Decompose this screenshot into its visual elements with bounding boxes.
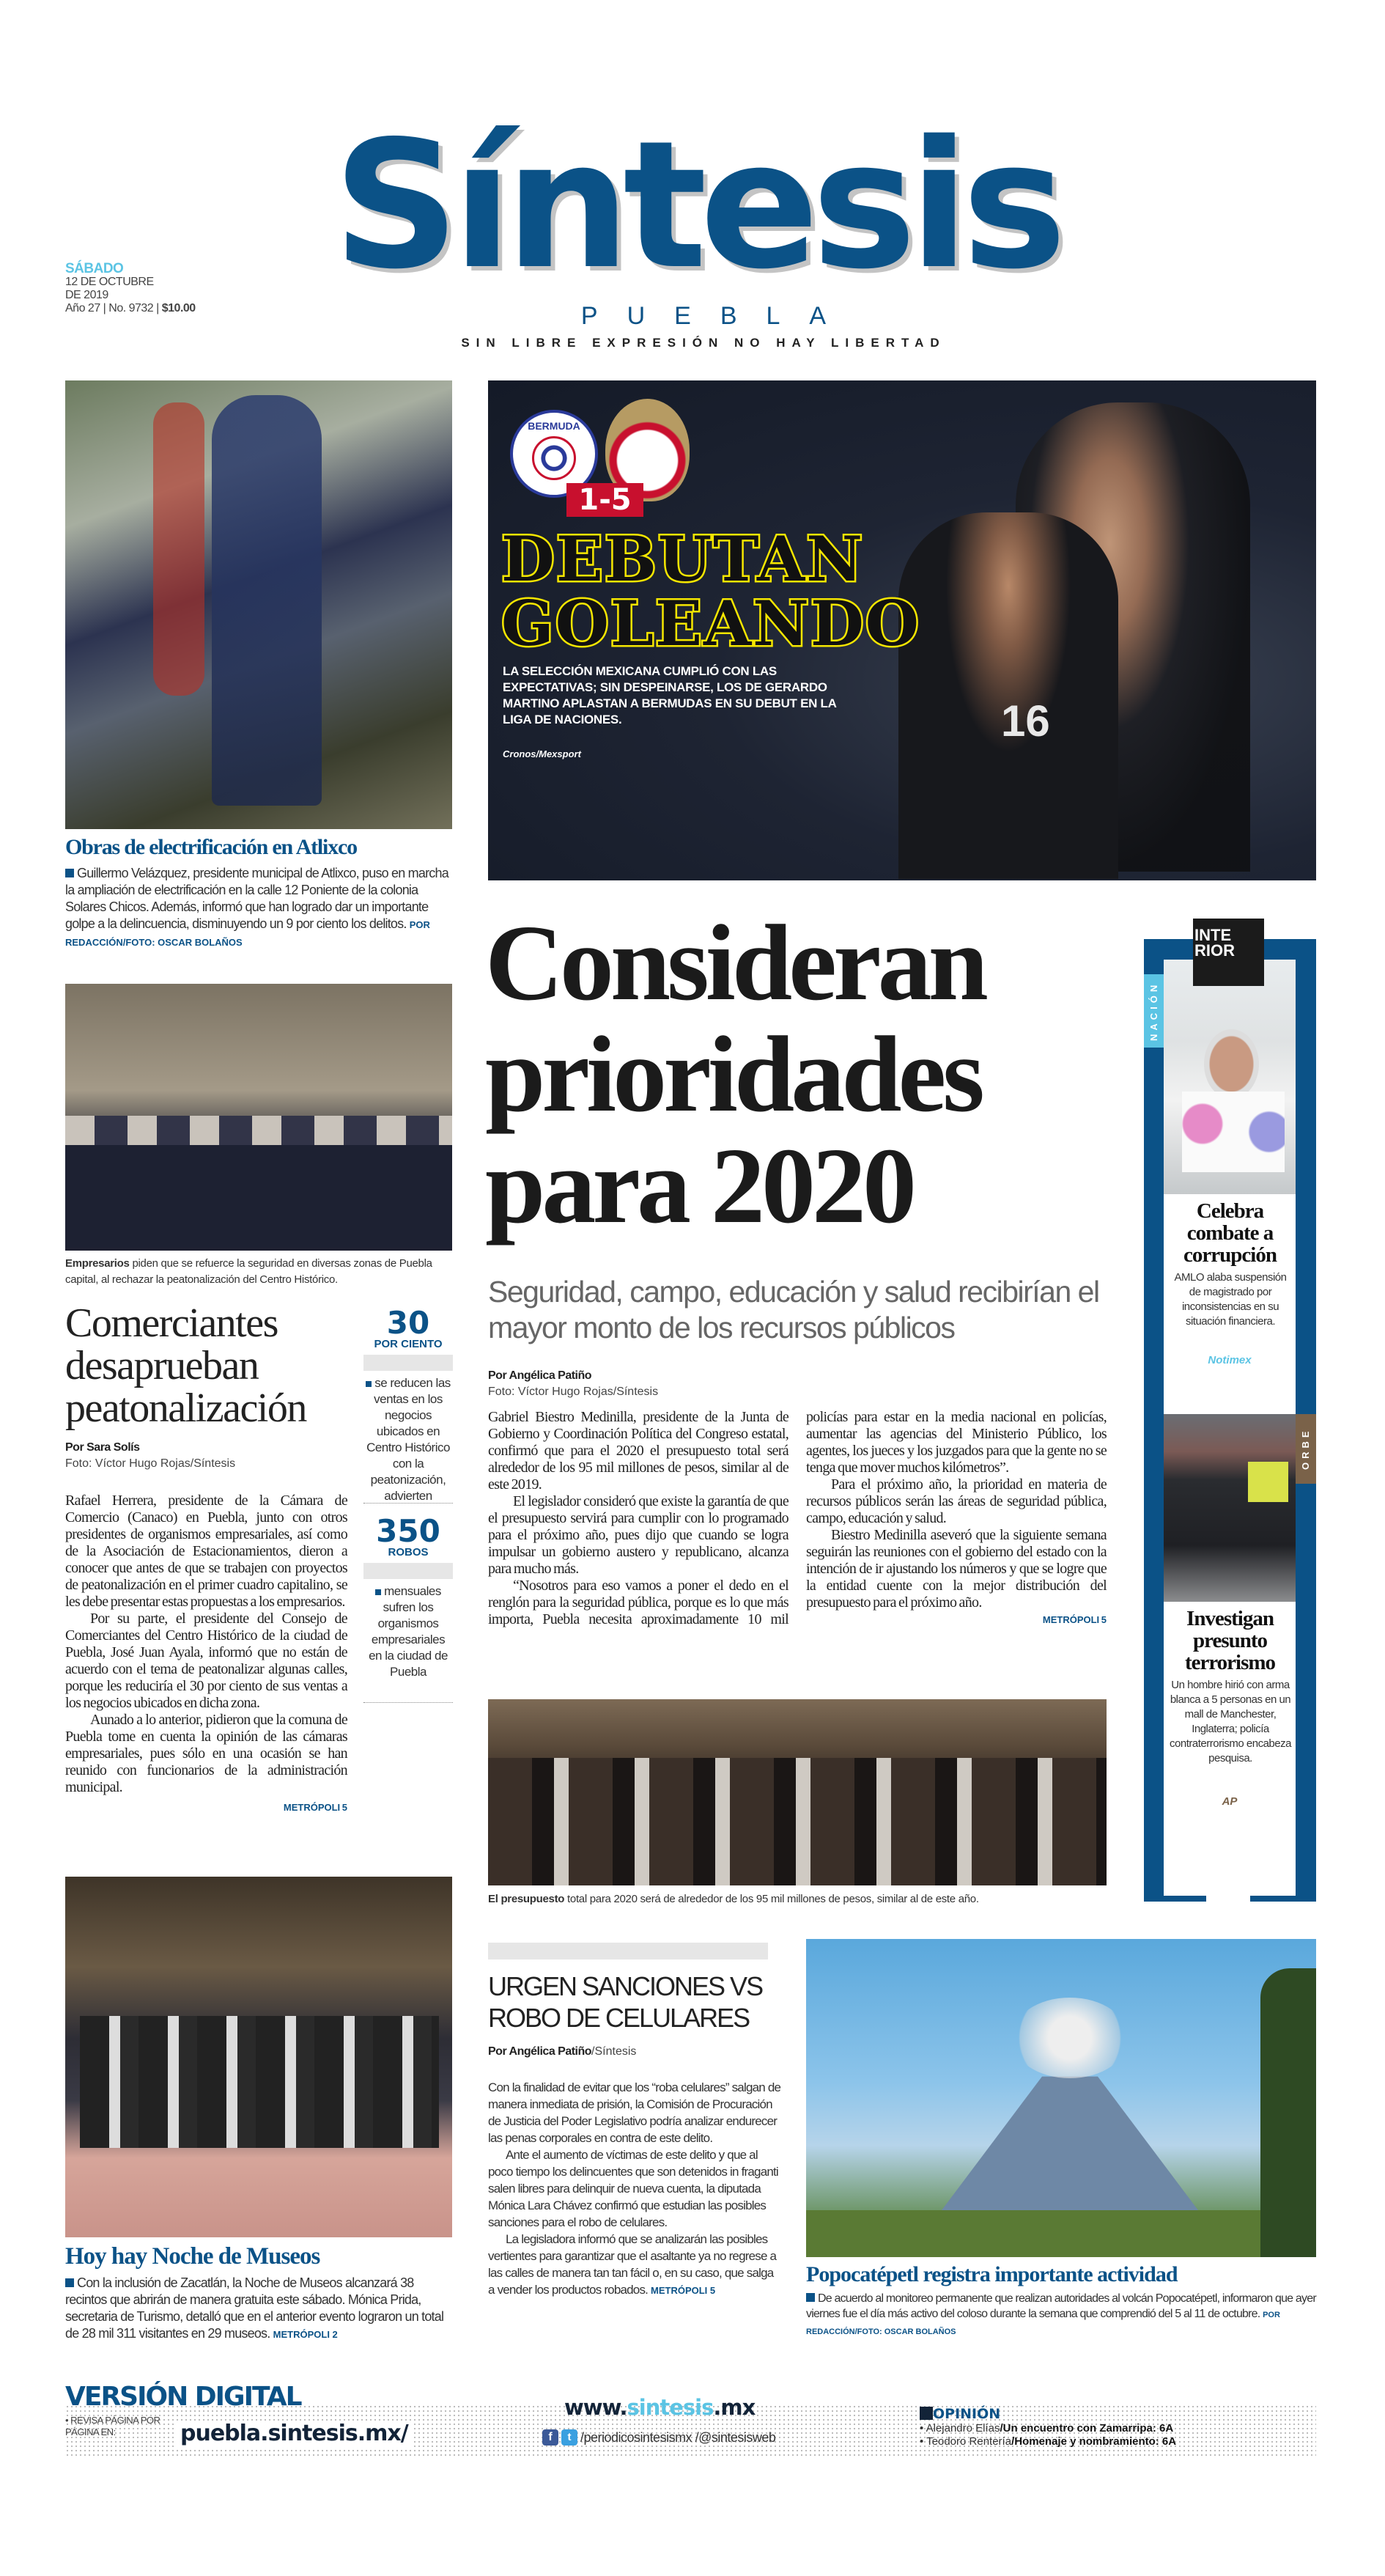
social-links[interactable] — [542, 2429, 775, 2446]
opinion-title-text: /Un encuentro con Zamarripa: 6A — [1000, 2422, 1174, 2435]
orbe-credit: AP — [1222, 1795, 1238, 1808]
stat-box-2 — [363, 1503, 453, 1703]
paragraph: La legisladora informó que se analizarán las posibles vertientes para garantizar que el asaltante ya no regrese a las calles de manera tan tan fácil o, en su caso, que salga a vender los productos robados. — [488, 2232, 777, 2297]
opinion-title-text: /Homenaje y nombramiento: 6A — [1011, 2435, 1177, 2448]
tagline: SIN LIBRE EXPRESIÓN NO HAY LIBERTAD — [461, 336, 946, 350]
bullet-square-icon — [65, 869, 74, 877]
section-divider — [488, 1943, 768, 1959]
nacion-tab[interactable]: NACIÓN — [1144, 974, 1164, 1048]
photo-credit: Foto: Víctor Hugo Rojas/Síntesis — [488, 1385, 659, 1398]
paragraph: El legislador consideró que existe la garantía de que el presupuesto servirá para cumplir con lo programado para el próximo año, pues dijo que cuando se logra impulsar un gobierno austero y republicano, alcanza para mucho más. — [488, 1493, 788, 1577]
atlixco-headline[interactable]: Obras de electrificación en Atlixco — [65, 835, 357, 859]
atlixco-text: Guillermo Velázquez, presidente municipal de Atlixco, puso en marcha la ampliación de electrificación en la calle 12 Poniente de la colonia Solares Chicos. Además, informó que han logrado dar un importante golpe a la delincuencia, disminuyendo un 9 por ciento los delitos. — [65, 866, 448, 931]
web-suffix: .mx — [713, 2395, 756, 2420]
score-badge: 1-5 — [566, 483, 643, 517]
popocatepetl-summary — [806, 2291, 1319, 2340]
masthead — [0, 103, 1385, 359]
paragraph: Aunado a lo anterior, pidieron que la comuna de Puebla tome en cuenta la opinión de las cámaras empresariales, pues sólo en una ocasión se han reunido con funcionarios de la administración municipal. — [65, 1712, 347, 1795]
orbe-headline[interactable]: Investigan presunto terrorismo — [1184, 1607, 1276, 1674]
social-handles: /periodicosintesismx /@sintesisweb — [580, 2429, 776, 2445]
hero-credit: Cronos/Mexsport — [503, 748, 581, 759]
digital-hint: • REVISA PÁGINA POR PÁGINA EN: — [65, 2415, 160, 2437]
interior-label — [1193, 919, 1264, 986]
digital-title: VERSIÓN DIGITAL — [65, 2382, 301, 2412]
comerciantes-byline — [65, 1440, 235, 1472]
main-byline — [488, 1368, 658, 1400]
main-body — [488, 1409, 1107, 1628]
caption-bold: Empresarios — [65, 1257, 130, 1270]
paragraph: “Nosotros para eso vamos a poner el dedo en el renglón para la seguridad pública, porque es lo que más importa, Puebla necesita aproximadamente 10 mil policías para estar en la media nacional en policías, aumentar las agencias del Ministerio Público, los agentes, los jueces y los juzgados para que la gente no se tenga que mover muchos kilómetros”. — [488, 1409, 1107, 1627]
hero-headline-line1: DEBUTAN — [501, 523, 864, 595]
popocatepetl-text: De acuerdo al monitoreo permanente que realizan autoridades al volcán Popocatépetl, informaron que ayer viernes fue el día más activo del coloso durante la semana que comprendió del 5 al 11 de octubre. — [806, 2292, 1316, 2320]
date-block — [65, 262, 196, 315]
museos-summary — [65, 2275, 454, 2343]
nacion-headline[interactable]: Celebra combate a corrupción — [1183, 1199, 1277, 1267]
paragraph: Gabriel Biestro Medinilla, presidente de la Junta de Gobierno y Coordinación Política del Congreso estatal, confirmó que para el 2020 el presupuesto total será alrededor de los 95 mil millones de pesos, similar al de este 2019. — [488, 1409, 788, 1493]
stat-label: ROBOS — [388, 1546, 429, 1559]
atlixco-credit: POR REDACCIÓN/FOTO: OSCAR BOLAÑOS — [65, 919, 430, 948]
opinion-square-icon — [920, 2407, 933, 2420]
twitter-icon[interactable]: t — [561, 2429, 577, 2446]
interior-box — [1144, 926, 1316, 1902]
byline: Por Angélica Patiño — [488, 2045, 592, 2058]
atlixco-summary — [65, 865, 454, 951]
stat-text: mensuales sufren los organismos empresariales en la ciudad de Puebla — [369, 1584, 448, 1679]
comerciantes-headline[interactable]: Comerciantes desaprueban peatonalización — [65, 1300, 306, 1431]
photo-policia — [1164, 1414, 1296, 1602]
byline: Por Angélica Patiño — [488, 1369, 592, 1382]
nacion-text: AMLO alaba suspensión de magistrado por inconsistencias en su situación financiera. — [1174, 1271, 1287, 1328]
opinion-title: OPINIÓN — [933, 2406, 1001, 2422]
popocatepetl-headline[interactable]: Popocatépetl registra importante actividad — [806, 2262, 1178, 2286]
comerciantes-body — [65, 1493, 347, 1816]
paragraph: Biestro Medinilla aseveró que la siguiente semana seguirán las reuniones con el gobierno del estado con la intención de ir ajustando los números y que se logre que la entidad cuente con la mejor distribución del presupuesto para el próximo año. — [806, 1527, 1107, 1611]
museos-section-ref[interactable]: METRÓPOLI 2 — [273, 2329, 338, 2340]
museos-headline[interactable]: Hoy hay Noche de Museos — [65, 2243, 320, 2270]
jersey-number: 16 — [1001, 696, 1050, 746]
opinion-item[interactable] — [920, 2422, 1176, 2435]
celulares-headline[interactable]: URGEN SANCIONES VS ROBO DE CELULARES — [488, 1971, 763, 2033]
comerciantes-section-ref[interactable]: METRÓPOLI 5 — [283, 1802, 347, 1813]
photo-empresarios — [65, 984, 452, 1251]
paragraph: Por su parte, el presidente del Consejo de Comerciantes del Centro Histórico de la ciudad de Puebla, José Juan Ayala, informó que no están de acuerdo con el tema de peatonalizar algunas calles, porque les reduciría el 30 por ciento de sus ventas a los negocios ubicados en dicha zona. — [65, 1611, 347, 1711]
museos-text: Con la inclusión de Zacatlán, la Noche de Museos alcanzará 38 recintos que abrirán de manera gratuita este sábado. Mónica Prida, secretaria de Turismo, detalló que en el anterior evento lograron un total de 28 mil 311 visitantes en 29 museos. — [65, 2275, 444, 2341]
main-subhead: Seguridad, campo, educación y salud recibirían el mayor monto de los recursos públicos — [488, 1275, 1099, 1344]
facebook-icon[interactable]: f — [542, 2429, 558, 2446]
web-brand: sintesis — [627, 2395, 714, 2420]
photo-popocatepetl — [806, 1939, 1316, 2257]
orbe-text: Un hombre hirió con arma blanca a 5 personas en un mall de Manchester, Inglaterra; policía contraterrorismo encabeza pesquisa. — [1170, 1679, 1291, 1764]
celulares-section-ref[interactable]: METRÓPOLI 5 — [651, 2285, 716, 2296]
stat-number: 350 — [376, 1513, 440, 1549]
opinion-item[interactable] — [920, 2435, 1176, 2448]
bullet-square-icon — [65, 2278, 74, 2287]
nacion-credit: Notimex — [1208, 1354, 1252, 1366]
orbe-tab[interactable]: ORBE — [1296, 1414, 1316, 1484]
hero-headline[interactable] — [501, 523, 920, 660]
photo-congreso — [488, 1699, 1107, 1885]
opinion-author: • Teodoro Rentería — [920, 2435, 1012, 2448]
opinion-block — [920, 2407, 1176, 2448]
hero-headline-line2: GOLEANDO — [501, 587, 920, 660]
byline: Por Sara Solís — [65, 1441, 140, 1454]
photo-museos — [65, 1877, 452, 2237]
interior-label-line2: RIOR — [1194, 941, 1235, 960]
interior-label-line1: INTE — [1194, 926, 1232, 944]
paragraph: Rafael Herrera, presidente de la Cámara de Comercio (Canaco) en Puebla, junto con otros presidentes de organismos empresariales, así como de la Asociación de Estacionamientos, dieron a conocer que antes de que se trabajen con proyectos de peatonalización en el primer cuadro capitalino, se les debe presentar estas propuestas a los empresarios. — [65, 1493, 347, 1610]
price: $10.00 — [161, 302, 196, 314]
paragraph: Ante el aumento de víctimas de este delito y que al poco tiempo los delincuentes que son detenidos in fraganti salen libres para delinquir de nueva cuenta, la diputada Mónica Lara Chávez confirmó que estudian las posibles sanciones para el robo de celulares. — [488, 2148, 778, 2229]
celulares-byline — [488, 2045, 636, 2058]
date-line2: DE 2019 — [65, 289, 108, 301]
stat-text: se reducen las ventas en los negocios ubicados en Centro Histórico con la peatonización, advierten — [366, 1376, 451, 1503]
stat-box-1 — [363, 1305, 453, 1504]
web-prefix: www. — [564, 2395, 627, 2420]
digital-url[interactable]: puebla.sintesis.mx/ — [176, 2421, 413, 2447]
opinion-author: • Alejandro Elías — [920, 2422, 1000, 2435]
day: SÁBADO — [65, 261, 124, 276]
caption-bold: El presupuesto — [488, 1893, 565, 1905]
caption-text: total para 2020 será de alrededor de los 95 mil millones de pesos, similar al de este año. — [567, 1893, 979, 1905]
main-section-ref[interactable]: METRÓPOLI 5 — [1042, 1614, 1107, 1625]
empresarios-caption — [65, 1256, 452, 1288]
photo-amlo — [1164, 960, 1296, 1194]
caption-text: piden que se refuerce la seguridad en diversas zonas de Puebla capital, al rechazar la peatonalización del Centro Histórico. — [65, 1257, 432, 1286]
stat-label: POR CIENTO — [374, 1338, 443, 1350]
photo-atlixco — [65, 380, 452, 829]
logo[interactable]: Síntesis — [333, 103, 1060, 308]
main-headline[interactable]: Consideran prioridades para 2020 — [485, 903, 985, 1246]
popocatepetl-credit: POR REDACCIÓN/FOTO: OSCAR BOLAÑOS — [806, 2311, 1280, 2336]
edition-name: PUEBLA — [580, 302, 856, 330]
congreso-caption — [488, 1893, 1118, 1905]
paragraph: Para el próximo año, la prioridad en materia de recursos públicos serán las áreas de seguridad pública, campo, educación y salud. — [806, 1476, 1107, 1526]
stat-number: 30 — [386, 1305, 430, 1341]
hero-photo — [488, 380, 1316, 880]
photo-credit: Foto: Víctor Hugo Rojas/Síntesis — [65, 1457, 236, 1470]
issue-number: Año 27 | No. 9732 | — [65, 302, 159, 314]
date-line1: 12 DE OCTUBRE — [65, 276, 154, 288]
website-link[interactable] — [564, 2394, 755, 2421]
bermuda-badge-text: BERMUDA — [528, 420, 580, 432]
bullet-square-icon — [806, 2293, 815, 2302]
hero-summary: LA SELECCIÓN MEXICANA CUMPLIÓ CON LAS EXPECTATIVAS; SIN DESPEINARSE, LOS DE GERARDO MARTINO APLASTAN A BERMUDAS EN SU DEBUT EN LA LIGA DE NACIONES. — [503, 664, 836, 726]
celulares-body — [488, 2079, 781, 2299]
paragraph: Con la finalidad de evitar que los “roba celulares” salgan de manera inmediata de prisión, la Comisión de Procuración de Justicia del Poder Legislativo podría analizar endurecer las penas corporales en contra de este delito. — [488, 2080, 781, 2145]
byline-outlet: /Síntesis — [591, 2045, 637, 2058]
